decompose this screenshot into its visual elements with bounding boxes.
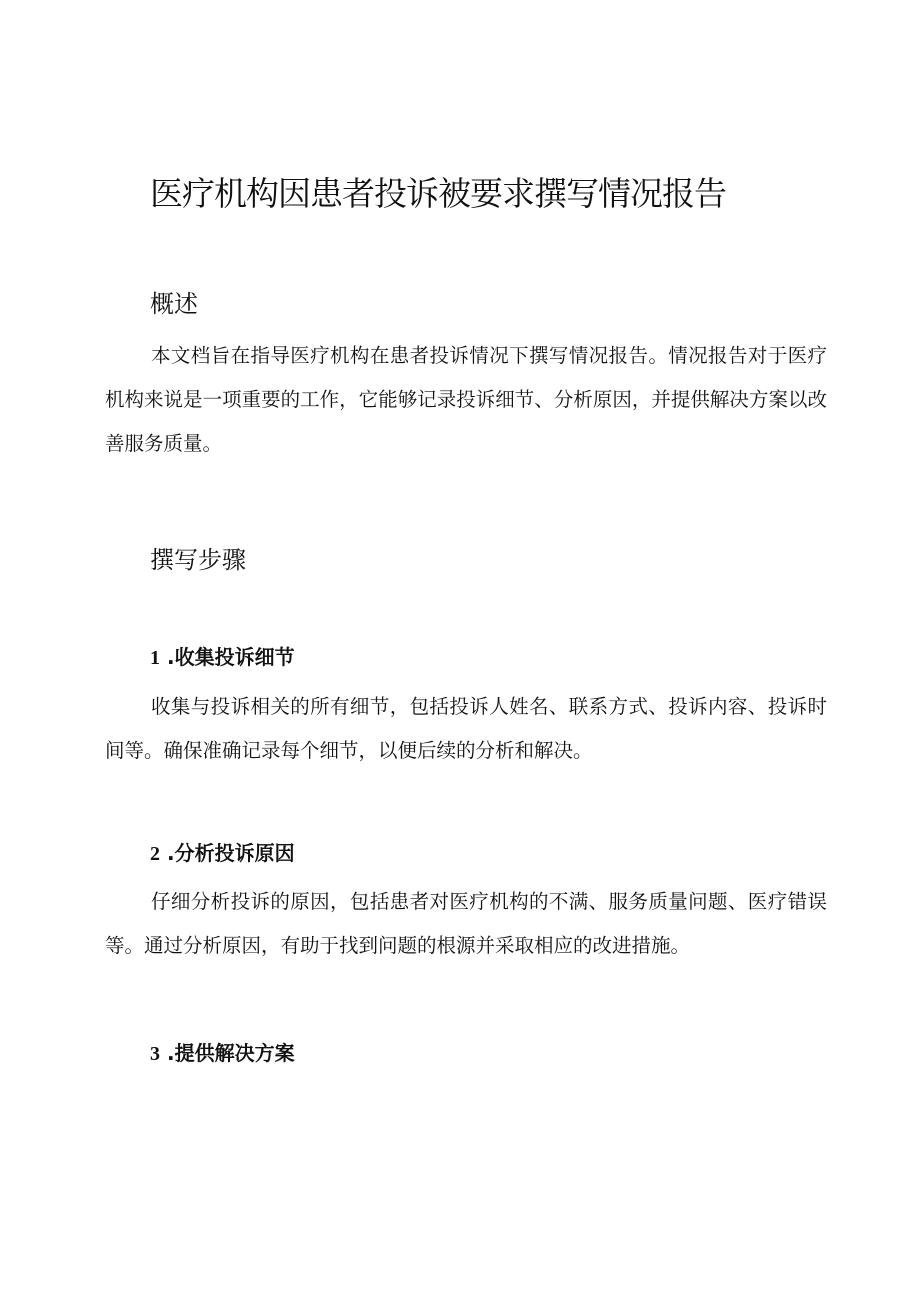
step-1-heading [150,642,295,673]
document-title: 医疗机构因患者投诉被要求撰写情况报告 [150,174,726,213]
step-number: 2 [150,843,160,865]
step-number: 1 [150,647,160,669]
step-1-paragraph: 收集与投诉相关的所有细节，包括投诉人姓名、联系方式、投诉内容、投诉时间等。确保准确记录每个细节，以便后续的分析和解决。 [105,695,827,762]
step-2-heading [150,838,295,869]
steps-heading: 撰写步骤 [150,546,246,574]
overview-heading: 概述 [150,290,198,318]
step-title: .提供解决方案 [166,1041,295,1065]
step-number: 3 [150,1043,160,1065]
step-2-paragraph: 仔细分析投诉的原因，包括患者对医疗机构的不满、服务质量问题、医疗错误等。通过分析原因，有助于找到问题的根源并采取相应的改进措施。 [105,890,827,957]
step-title: .收集投诉细节 [166,645,295,669]
step-3-heading [150,1038,295,1069]
step-title: .分析投诉原因 [166,841,295,865]
overview-paragraph: 本文档旨在指导医疗机构在患者投诉情况下撰写情况报告。情况报告对于医疗机构来说是一项重要的工作，它能够记录投诉细节、分析原因，并提供解决方案以改善服务质量。 [105,344,827,455]
